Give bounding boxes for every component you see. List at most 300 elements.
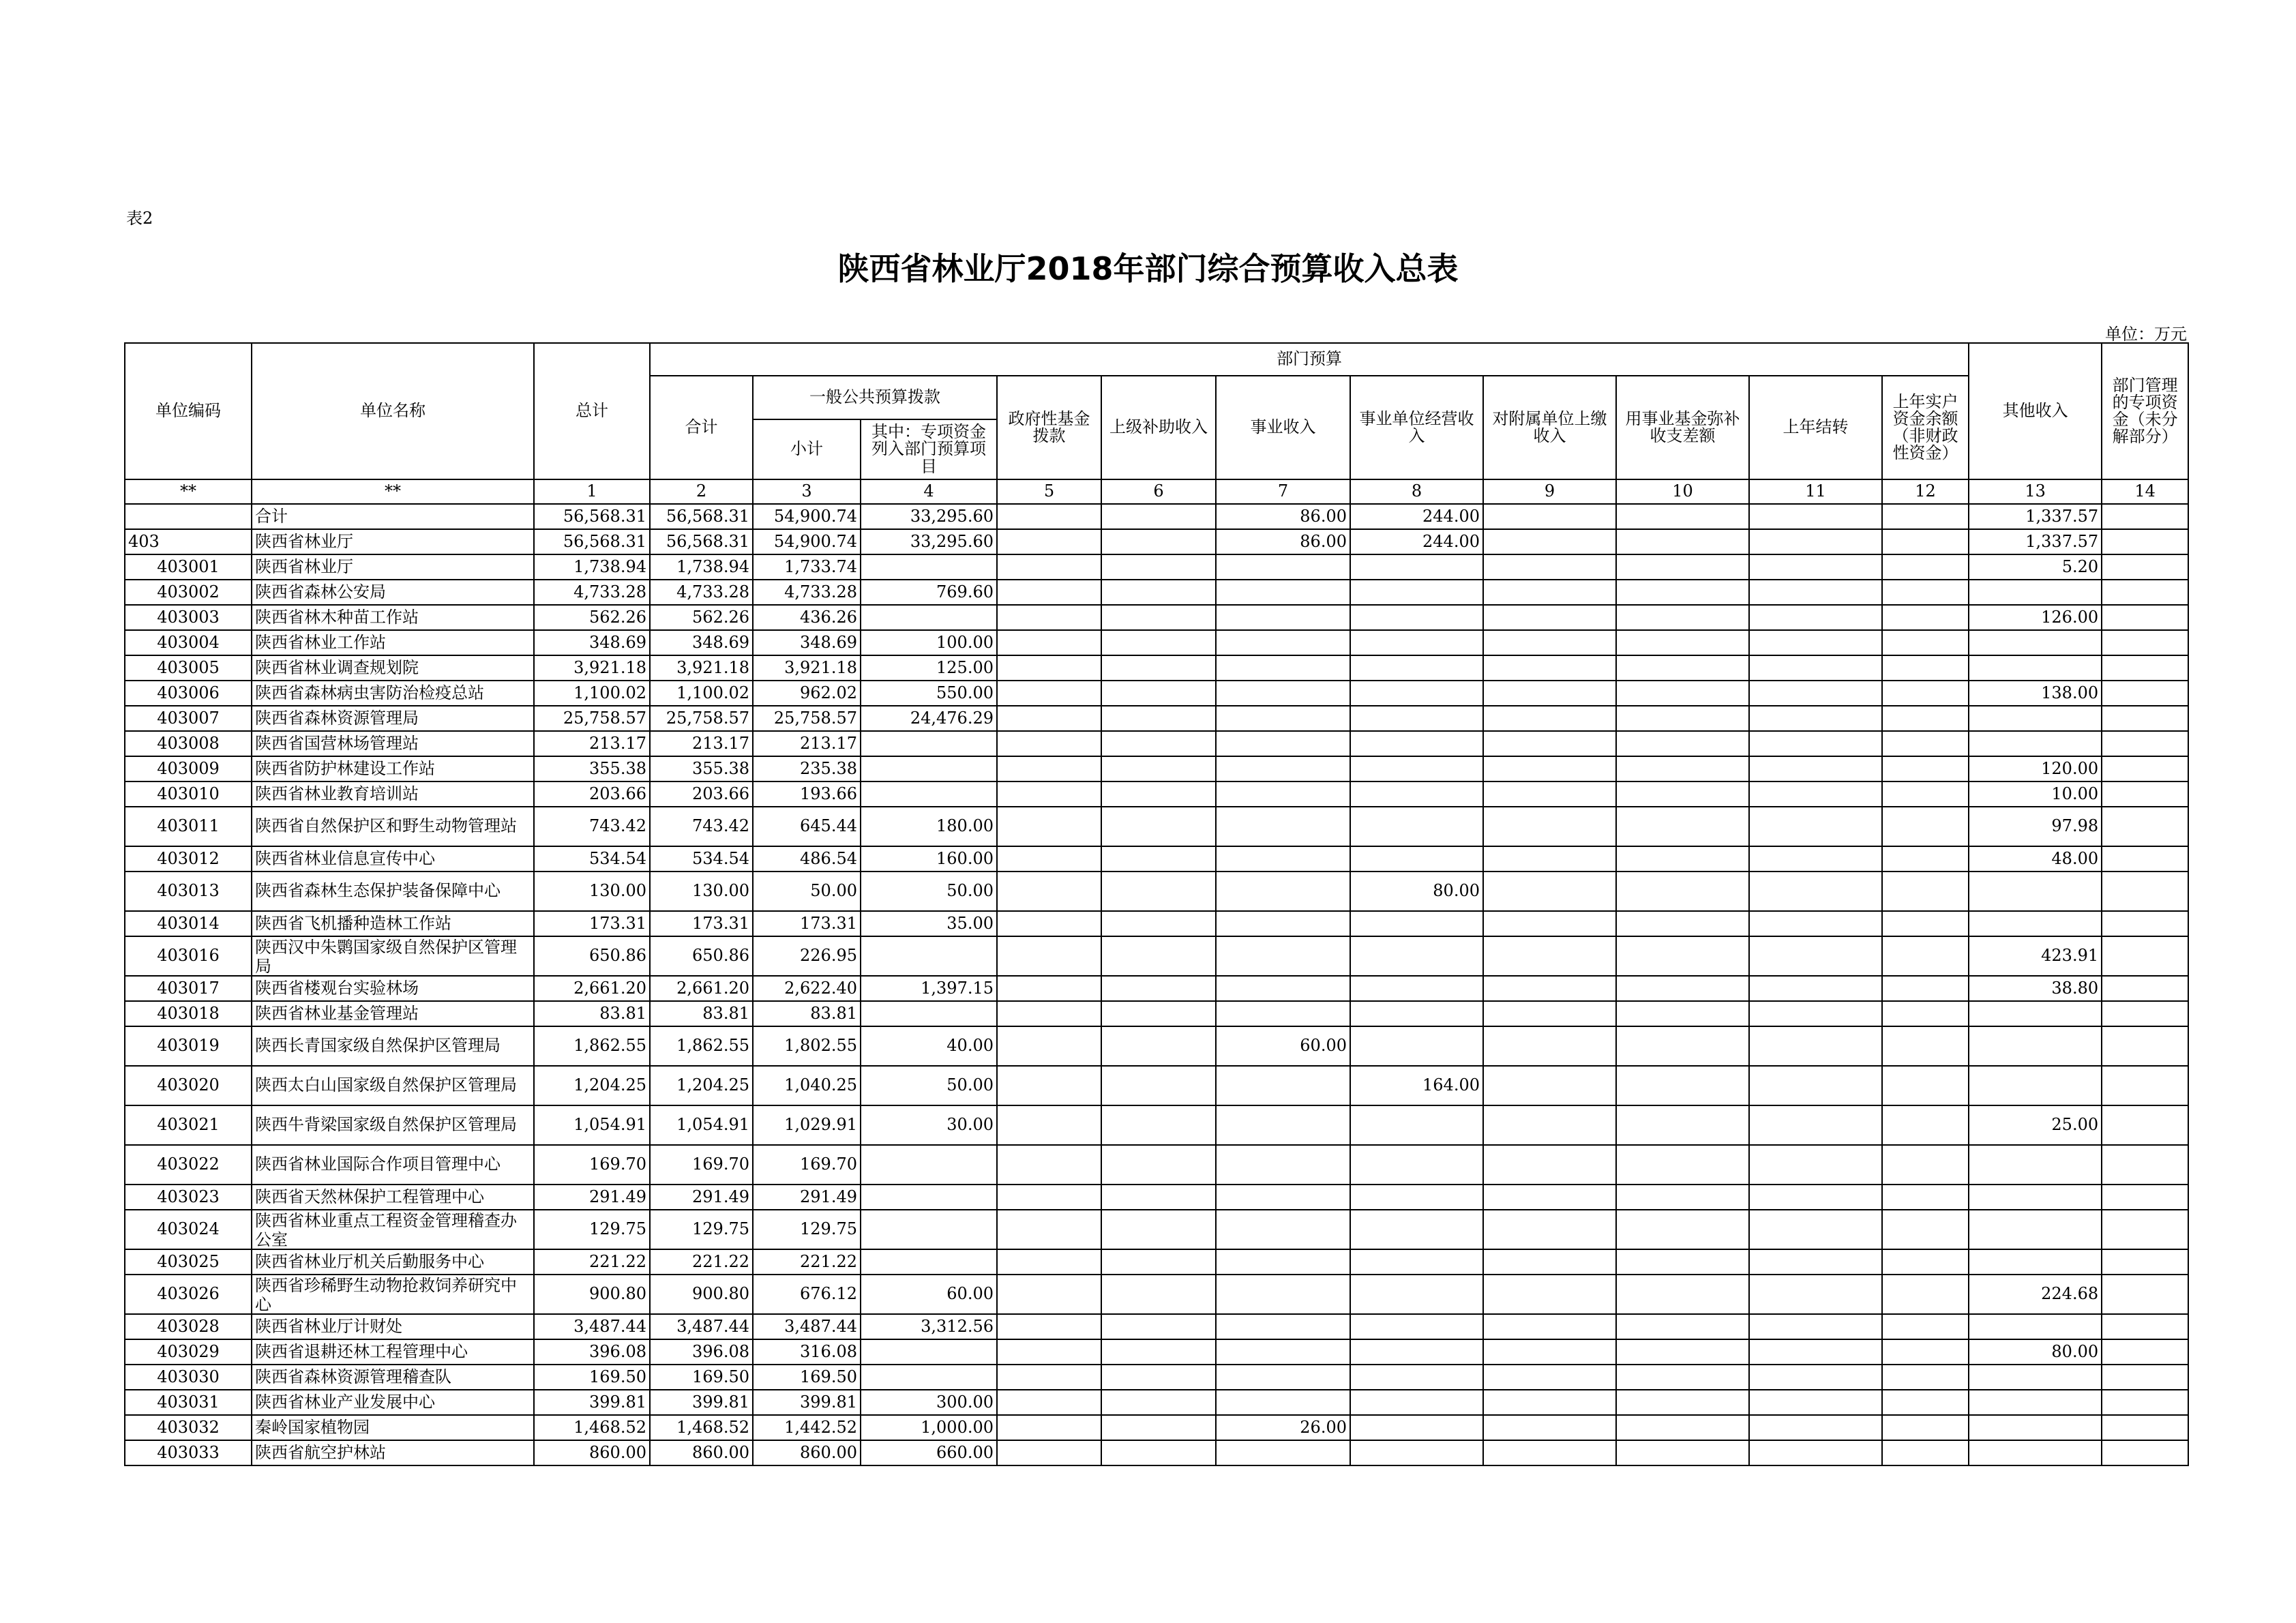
amount-cell-c12 <box>1882 1066 1969 1105</box>
header-gov-fund: 政府性基金拨款 <box>997 376 1101 479</box>
amount-cell-c7 <box>1216 1275 1350 1314</box>
amount-cell-c10 <box>1616 1066 1749 1105</box>
amount-cell-c5 <box>997 706 1101 731</box>
amount-cell-c5 <box>997 756 1101 781</box>
amount-cell-c8 <box>1350 1210 1483 1249</box>
header-superior-subsidy: 上级补助收入 <box>1101 376 1216 479</box>
amount-cell-c5 <box>997 1001 1101 1026</box>
amount-cell-c8 <box>1350 911 1483 936</box>
column-index-row <box>125 479 2188 504</box>
table-row <box>125 655 2188 681</box>
amount-cell-c11 <box>1749 846 1882 872</box>
amount-cell-c5 <box>997 630 1101 655</box>
amount-cell-c11 <box>1749 580 1882 605</box>
unit-code-cell: 403031 <box>125 1390 252 1415</box>
unit-name-text: 陕西省林业教育培训站 <box>255 784 419 803</box>
amount-cell-c11 <box>1749 655 1882 681</box>
unit-name-text: 陕西太白山国家级自然保护区管理局 <box>255 1076 517 1095</box>
amount-cell-c11 <box>1749 1249 1882 1275</box>
amount-cell-c7 <box>1216 846 1350 872</box>
amount-cell-c11 <box>1749 504 1882 529</box>
amount-cell-c12 <box>1882 605 1969 630</box>
unit-code-cell: 403007 <box>125 706 252 731</box>
unit-code-cell: 403026 <box>125 1275 252 1314</box>
amount-cell-c8 <box>1350 1390 1483 1415</box>
amount-cell-c6 <box>1101 605 1216 630</box>
amount-cell-c10 <box>1616 781 1749 807</box>
amount-cell-c14 <box>2102 1185 2188 1210</box>
unit-name-text: 陕西省森林公安局 <box>255 582 386 601</box>
amount-cell-c9 <box>1483 681 1616 706</box>
amount-cell-c12 <box>1882 1415 1969 1440</box>
column-index-cell: 5 <box>997 479 1101 504</box>
amount-cell-c1: 399.81 <box>534 1390 650 1415</box>
unit-code-cell: 403011 <box>125 807 252 846</box>
amount-cell-c7 <box>1216 1210 1350 1249</box>
table-row <box>125 1066 2188 1105</box>
amount-cell-c3: 291.49 <box>753 1185 861 1210</box>
amount-cell-c5 <box>997 1249 1101 1275</box>
unit-code-cell: 403002 <box>125 580 252 605</box>
amount-cell-c8 <box>1350 807 1483 846</box>
unit-name-text: 陕西省森林资源管理局 <box>255 708 419 728</box>
amount-cell-c12 <box>1882 1365 1969 1390</box>
amount-cell-c13 <box>1969 1415 2102 1440</box>
amount-cell-c2: 203.66 <box>650 781 753 807</box>
amount-cell-c8 <box>1350 706 1483 731</box>
unit-name-text: 陕西省天然林保护工程管理中心 <box>255 1187 484 1206</box>
unit-name-cell <box>252 504 534 529</box>
amount-cell-c14 <box>2102 1390 2188 1415</box>
amount-cell-c6 <box>1101 1145 1216 1185</box>
amount-cell-c7 <box>1216 554 1350 580</box>
amount-cell-c13 <box>1969 630 2102 655</box>
amount-cell-c12 <box>1882 846 1969 872</box>
amount-cell-c14 <box>2102 504 2188 529</box>
amount-cell-c14 <box>2102 781 2188 807</box>
amount-cell-c9 <box>1483 554 1616 580</box>
unit-code-cell: 403023 <box>125 1185 252 1210</box>
table-row <box>125 1314 2188 1339</box>
amount-cell-c5 <box>997 1365 1101 1390</box>
amount-cell-c12 <box>1882 681 1969 706</box>
unit-name-cell <box>252 1275 534 1314</box>
amount-cell-c12 <box>1882 1001 1969 1026</box>
amount-cell-c1: 3,487.44 <box>534 1314 650 1339</box>
amount-cell-c3: 169.70 <box>753 1145 861 1185</box>
amount-cell-c4: 125.00 <box>861 655 997 681</box>
amount-cell-c10 <box>1616 529 1749 554</box>
amount-cell-c6 <box>1101 781 1216 807</box>
amount-cell-c11 <box>1749 756 1882 781</box>
amount-cell-c11 <box>1749 1365 1882 1390</box>
amount-cell-c6 <box>1101 1001 1216 1026</box>
amount-cell-c2: 1,468.52 <box>650 1415 753 1440</box>
amount-cell-c11 <box>1749 781 1882 807</box>
amount-cell-c6 <box>1101 1390 1216 1415</box>
amount-cell-c11 <box>1749 1026 1882 1066</box>
amount-cell-c10 <box>1616 554 1749 580</box>
amount-cell-c1: 3,921.18 <box>534 655 650 681</box>
table-header <box>125 343 2188 504</box>
amount-cell-c5 <box>997 1415 1101 1440</box>
amount-cell-c4: 550.00 <box>861 681 997 706</box>
amount-cell-c6 <box>1101 529 1216 554</box>
unit-code-cell: 403016 <box>125 936 252 976</box>
amount-cell-c8 <box>1350 630 1483 655</box>
amount-cell-c8 <box>1350 936 1483 976</box>
unit-name-text: 陕西省珍稀野生动物抢救饲养研究中心 <box>255 1277 517 1312</box>
amount-cell-c12 <box>1882 1145 1969 1185</box>
column-index-cell: 12 <box>1882 479 1969 504</box>
amount-cell-c14 <box>2102 630 2188 655</box>
amount-cell-c3: 226.95 <box>753 936 861 976</box>
amount-cell-c2: 1,054.91 <box>650 1105 753 1145</box>
column-index-cell: ** <box>125 479 252 504</box>
unit-code-cell: 403028 <box>125 1314 252 1339</box>
amount-cell-c12 <box>1882 1249 1969 1275</box>
amount-cell-c10 <box>1616 1210 1749 1249</box>
unit-name-cell <box>252 630 534 655</box>
amount-cell-c9 <box>1483 846 1616 872</box>
amount-cell-c10 <box>1616 807 1749 846</box>
amount-cell-c7 <box>1216 1066 1350 1105</box>
unit-name-text: 陕西省森林资源管理稽查队 <box>255 1367 451 1386</box>
unit-name-cell <box>252 1440 534 1465</box>
amount-cell-c12 <box>1882 756 1969 781</box>
amount-cell-c6 <box>1101 936 1216 976</box>
amount-cell-c1: 348.69 <box>534 630 650 655</box>
amount-cell-c3: 54,900.74 <box>753 529 861 554</box>
amount-cell-c5 <box>997 655 1101 681</box>
amount-cell-c5 <box>997 1105 1101 1145</box>
amount-cell-c3: 3,487.44 <box>753 1314 861 1339</box>
amount-cell-c1: 562.26 <box>534 605 650 630</box>
amount-cell-c6 <box>1101 1066 1216 1105</box>
unit-name-text: 陕西省退耕还林工程管理中心 <box>255 1341 468 1361</box>
amount-cell-c8: 164.00 <box>1350 1066 1483 1105</box>
amount-cell-c6 <box>1101 1275 1216 1314</box>
amount-cell-c13 <box>1969 1390 2102 1415</box>
amount-cell-c2: 56,568.31 <box>650 504 753 529</box>
amount-cell-c9 <box>1483 1275 1616 1314</box>
amount-cell-c11 <box>1749 1066 1882 1105</box>
amount-cell-c14 <box>2102 1210 2188 1249</box>
amount-cell-c9 <box>1483 1185 1616 1210</box>
amount-cell-c9 <box>1483 1145 1616 1185</box>
amount-cell-c3: 221.22 <box>753 1249 861 1275</box>
amount-cell-c2: 860.00 <box>650 1440 753 1465</box>
amount-cell-c3: 3,921.18 <box>753 655 861 681</box>
amount-cell-c2: 399.81 <box>650 1390 753 1415</box>
amount-cell-c11 <box>1749 1105 1882 1145</box>
amount-cell-c2: 130.00 <box>650 872 753 911</box>
amount-cell-c14 <box>2102 911 2188 936</box>
amount-cell-c12 <box>1882 936 1969 976</box>
amount-cell-c1: 221.22 <box>534 1249 650 1275</box>
amount-cell-c5 <box>997 504 1101 529</box>
amount-cell-c7 <box>1216 731 1350 756</box>
column-index-cell: 6 <box>1101 479 1216 504</box>
amount-cell-c9 <box>1483 1314 1616 1339</box>
amount-cell-c3: 54,900.74 <box>753 504 861 529</box>
amount-cell-c4: 1,000.00 <box>861 1415 997 1440</box>
amount-cell-c4: 24,476.29 <box>861 706 997 731</box>
amount-cell-c8 <box>1350 976 1483 1001</box>
amount-cell-c13 <box>1969 1026 2102 1066</box>
unit-name-text: 陕西省林业厅机关后勤服务中心 <box>255 1251 484 1271</box>
amount-cell-c6 <box>1101 1105 1216 1145</box>
amount-cell-c1: 169.50 <box>534 1365 650 1390</box>
amount-cell-c14 <box>2102 1275 2188 1314</box>
amount-cell-c2: 1,100.02 <box>650 681 753 706</box>
amount-cell-c14 <box>2102 554 2188 580</box>
amount-cell-c11 <box>1749 1210 1882 1249</box>
amount-cell-c9 <box>1483 1066 1616 1105</box>
amount-cell-c8 <box>1350 605 1483 630</box>
amount-cell-c2: 1,204.25 <box>650 1066 753 1105</box>
amount-cell-c2: 129.75 <box>650 1210 753 1249</box>
amount-cell-c6 <box>1101 807 1216 846</box>
unit-code-cell: 403013 <box>125 872 252 911</box>
amount-cell-c3: 486.54 <box>753 846 861 872</box>
amount-cell-c14 <box>2102 731 2188 756</box>
unit-label: 单位：万元 <box>2105 325 2187 344</box>
unit-name-text: 陕西省林业厅 <box>255 556 353 576</box>
amount-cell-c10 <box>1616 1440 1749 1465</box>
unit-name-cell <box>252 756 534 781</box>
header-sub-small: 小计 <box>753 419 861 479</box>
amount-cell-c4 <box>861 731 997 756</box>
amount-cell-c4: 3,312.56 <box>861 1314 997 1339</box>
amount-cell-c4: 50.00 <box>861 1066 997 1105</box>
amount-cell-c13: 1,337.57 <box>1969 504 2102 529</box>
amount-cell-c10 <box>1616 1001 1749 1026</box>
table-row <box>125 1365 2188 1390</box>
amount-cell-c2: 355.38 <box>650 756 753 781</box>
unit-code-cell: 403012 <box>125 846 252 872</box>
amount-cell-c4: 60.00 <box>861 1275 997 1314</box>
amount-cell-c14 <box>2102 976 2188 1001</box>
amount-cell-c13: 120.00 <box>1969 756 2102 781</box>
amount-cell-c8 <box>1350 1365 1483 1390</box>
amount-cell-c12 <box>1882 529 1969 554</box>
amount-cell-c6 <box>1101 731 1216 756</box>
unit-name-cell <box>252 1339 534 1365</box>
amount-cell-c13: 5.20 <box>1969 554 2102 580</box>
amount-cell-c8: 244.00 <box>1350 504 1483 529</box>
unit-name-text: 陕西省林业重点工程资金管理稽查办公室 <box>255 1212 517 1247</box>
unit-name-cell <box>252 936 534 976</box>
amount-cell-c12 <box>1882 781 1969 807</box>
amount-cell-c8 <box>1350 846 1483 872</box>
amount-cell-c9 <box>1483 1365 1616 1390</box>
amount-cell-c9 <box>1483 976 1616 1001</box>
amount-cell-c2: 25,758.57 <box>650 706 753 731</box>
amount-cell-c4: 50.00 <box>861 872 997 911</box>
amount-cell-c13 <box>1969 1440 2102 1465</box>
amount-cell-c5 <box>997 1314 1101 1339</box>
unit-name-cell <box>252 976 534 1001</box>
unit-name-cell <box>252 706 534 731</box>
amount-cell-c11 <box>1749 1339 1882 1365</box>
amount-cell-c1: 129.75 <box>534 1210 650 1249</box>
unit-code-cell: 403001 <box>125 554 252 580</box>
unit-name-cell <box>252 911 534 936</box>
amount-cell-c8 <box>1350 681 1483 706</box>
amount-cell-c9 <box>1483 911 1616 936</box>
amount-cell-c11 <box>1749 605 1882 630</box>
header-unit-name: 单位名称 <box>252 343 534 479</box>
unit-name-cell <box>252 681 534 706</box>
amount-cell-c8 <box>1350 580 1483 605</box>
unit-code-cell <box>125 504 252 529</box>
table-row <box>125 1249 2188 1275</box>
header-last-year-carry: 上年结转 <box>1749 376 1882 479</box>
header-total: 总计 <box>534 343 650 479</box>
amount-cell-c13 <box>1969 1185 2102 1210</box>
amount-cell-c10 <box>1616 1145 1749 1185</box>
amount-cell-c9 <box>1483 1105 1616 1145</box>
amount-cell-c9 <box>1483 1390 1616 1415</box>
amount-cell-c11 <box>1749 1440 1882 1465</box>
amount-cell-c14 <box>2102 1066 2188 1105</box>
amount-cell-c14 <box>2102 605 2188 630</box>
amount-cell-c9 <box>1483 1440 1616 1465</box>
amount-cell-c5 <box>997 731 1101 756</box>
amount-cell-c7 <box>1216 1105 1350 1145</box>
unit-code-cell: 403008 <box>125 731 252 756</box>
amount-cell-c7 <box>1216 911 1350 936</box>
amount-cell-c4 <box>861 1339 997 1365</box>
table-row <box>125 1275 2188 1314</box>
amount-cell-c8 <box>1350 1105 1483 1145</box>
amount-cell-c10 <box>1616 1249 1749 1275</box>
amount-cell-c1: 291.49 <box>534 1185 650 1210</box>
amount-cell-c13: 80.00 <box>1969 1339 2102 1365</box>
amount-cell-c13: 126.00 <box>1969 605 2102 630</box>
amount-cell-c1: 25,758.57 <box>534 706 650 731</box>
amount-cell-c2: 3,487.44 <box>650 1314 753 1339</box>
amount-cell-c1: 534.54 <box>534 846 650 872</box>
amount-cell-c2: 213.17 <box>650 731 753 756</box>
amount-cell-c2: 396.08 <box>650 1339 753 1365</box>
amount-cell-c4: 30.00 <box>861 1105 997 1145</box>
unit-code-cell: 403006 <box>125 681 252 706</box>
amount-cell-c13: 138.00 <box>1969 681 2102 706</box>
amount-cell-c1: 650.86 <box>534 936 650 976</box>
amount-cell-c10 <box>1616 872 1749 911</box>
amount-cell-c6 <box>1101 1210 1216 1249</box>
amount-cell-c13 <box>1969 911 2102 936</box>
amount-cell-c3: 50.00 <box>753 872 861 911</box>
amount-cell-c2: 169.70 <box>650 1145 753 1185</box>
amount-cell-c10 <box>1616 1105 1749 1145</box>
amount-cell-c4: 660.00 <box>861 1440 997 1465</box>
unit-code-cell: 403030 <box>125 1365 252 1390</box>
amount-cell-c3: 676.12 <box>753 1275 861 1314</box>
amount-cell-c1: 213.17 <box>534 731 650 756</box>
table-row <box>125 706 2188 731</box>
unit-name-text: 陕西省森林生态保护装备保障中心 <box>255 882 501 901</box>
amount-cell-c2: 348.69 <box>650 630 753 655</box>
unit-code-cell: 403020 <box>125 1066 252 1105</box>
amount-cell-c5 <box>997 976 1101 1001</box>
amount-cell-c6 <box>1101 706 1216 731</box>
amount-cell-c12 <box>1882 706 1969 731</box>
header-subtotal-sum: 合计 <box>650 376 753 479</box>
amount-cell-c3: 129.75 <box>753 1210 861 1249</box>
amount-cell-c9 <box>1483 630 1616 655</box>
table-row <box>125 580 2188 605</box>
amount-cell-c12 <box>1882 911 1969 936</box>
unit-name-text: 陕西省林业调查规划院 <box>255 657 419 677</box>
amount-cell-c14 <box>2102 936 2188 976</box>
unit-name-cell <box>252 1249 534 1275</box>
amount-cell-c3: 83.81 <box>753 1001 861 1026</box>
amount-cell-c12 <box>1882 655 1969 681</box>
amount-cell-c5 <box>997 529 1101 554</box>
amount-cell-c1: 2,661.20 <box>534 976 650 1001</box>
amount-cell-c3: 1,029.91 <box>753 1105 861 1145</box>
amount-cell-c1: 173.31 <box>534 911 650 936</box>
table-row <box>125 781 2188 807</box>
column-index-cell: ** <box>252 479 534 504</box>
amount-cell-c2: 534.54 <box>650 846 753 872</box>
amount-cell-c1: 1,738.94 <box>534 554 650 580</box>
amount-cell-c5 <box>997 911 1101 936</box>
amount-cell-c12 <box>1882 731 1969 756</box>
amount-cell-c13 <box>1969 731 2102 756</box>
amount-cell-c3: 436.26 <box>753 605 861 630</box>
amount-cell-c12 <box>1882 1026 1969 1066</box>
table-row <box>125 1415 2188 1440</box>
amount-cell-c14 <box>2102 1415 2188 1440</box>
amount-cell-c9 <box>1483 781 1616 807</box>
unit-code-cell: 403022 <box>125 1145 252 1185</box>
amount-cell-c5 <box>997 1145 1101 1185</box>
amount-cell-c6 <box>1101 1249 1216 1275</box>
amount-cell-c5 <box>997 807 1101 846</box>
amount-cell-c5 <box>997 936 1101 976</box>
table-row <box>125 1026 2188 1066</box>
amount-cell-c14 <box>2102 1249 2188 1275</box>
amount-cell-c4: 160.00 <box>861 846 997 872</box>
unit-name-text: 秦岭国家植物园 <box>255 1417 370 1437</box>
unit-name-cell <box>252 1105 534 1145</box>
amount-cell-c4 <box>861 781 997 807</box>
amount-cell-c2: 169.50 <box>650 1365 753 1390</box>
amount-cell-c7 <box>1216 1365 1350 1390</box>
amount-cell-c1: 1,054.91 <box>534 1105 650 1145</box>
amount-cell-c12 <box>1882 1210 1969 1249</box>
amount-cell-c11 <box>1749 731 1882 756</box>
header-affiliated-income: 对附属单位上缴收入 <box>1483 376 1616 479</box>
amount-cell-c12 <box>1882 580 1969 605</box>
table-row <box>125 504 2188 529</box>
amount-cell-c10 <box>1616 605 1749 630</box>
amount-cell-c1: 56,568.31 <box>534 504 650 529</box>
amount-cell-c11 <box>1749 681 1882 706</box>
amount-cell-c9 <box>1483 605 1616 630</box>
amount-cell-c3: 2,622.40 <box>753 976 861 1001</box>
amount-cell-c6 <box>1101 1339 1216 1365</box>
amount-cell-c10 <box>1616 846 1749 872</box>
header-fund-supplement: 用事业基金弥补收支差额 <box>1616 376 1749 479</box>
table-row <box>125 1145 2188 1185</box>
table-row <box>125 1210 2188 1249</box>
table-row <box>125 605 2188 630</box>
